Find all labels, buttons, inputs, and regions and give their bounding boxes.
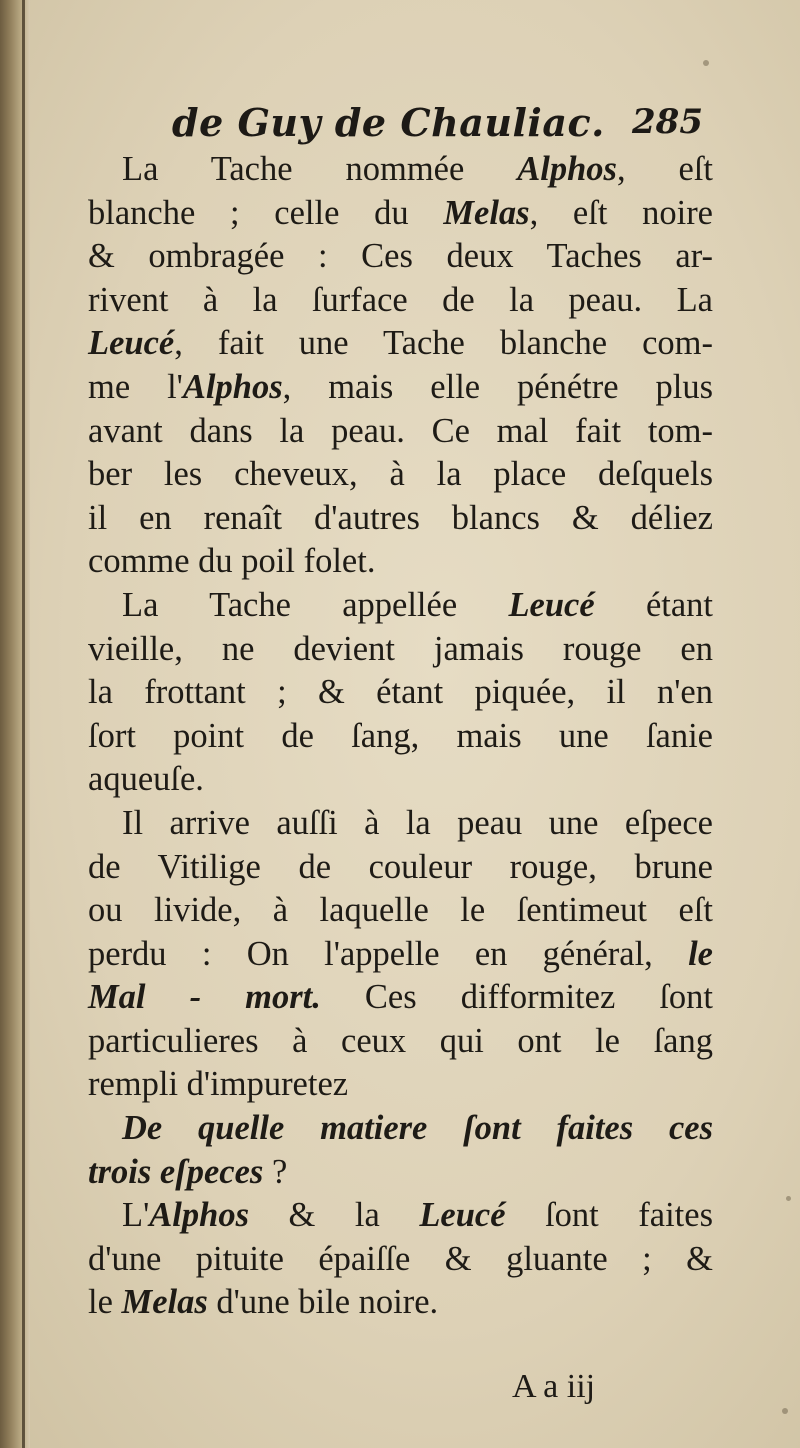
text-line xyxy=(88,628,713,672)
running-head-title: de Guy de Chauliac. xyxy=(172,100,605,145)
italic-term: De quelle matiere ſont faites ces xyxy=(122,1109,713,1148)
text-segment: d'une bile noire. xyxy=(207,1283,439,1322)
italic-term: Alphos xyxy=(149,1196,250,1235)
text-segment: ſort point de ſang, mais une ſanie xyxy=(88,716,713,755)
text-line xyxy=(88,846,713,890)
italic-term: le xyxy=(688,934,713,973)
text-segment: particulieres à ceux qui ont le ſang xyxy=(88,1021,713,1060)
text-segment: de Vitilige de couleur rouge, brune xyxy=(88,847,713,886)
text-segment: La Tache nommée xyxy=(122,150,518,188)
text-line xyxy=(88,889,713,933)
italic-term: Leucé xyxy=(88,324,175,363)
paper-speck xyxy=(703,60,709,66)
text-line xyxy=(88,1020,713,1064)
text-line xyxy=(88,715,713,759)
text-line xyxy=(88,1151,713,1195)
text-line xyxy=(88,235,713,279)
text-line xyxy=(88,322,713,366)
italic-term: Melas xyxy=(121,1283,208,1322)
text-segment: L' xyxy=(122,1196,150,1235)
text-segment: ber les cheveux, à la place deſquels xyxy=(88,455,713,494)
text-line xyxy=(88,192,713,236)
text-line xyxy=(88,758,713,802)
text-line xyxy=(88,497,713,541)
italic-term: Alphos xyxy=(182,367,283,406)
text-segment: le xyxy=(88,1283,122,1322)
text-line xyxy=(88,933,713,977)
italic-term: Leucé xyxy=(419,1196,506,1235)
text-segment: rempli d'impuretez xyxy=(88,1065,349,1104)
body-text xyxy=(88,148,713,1325)
binding-edge xyxy=(22,0,25,1448)
text-line xyxy=(88,410,713,454)
text-segment: & ombragée : Ces deux Taches ar- xyxy=(88,237,713,276)
italic-term: Leucé xyxy=(508,585,595,624)
text-line xyxy=(88,453,713,497)
text-line xyxy=(88,1063,713,1107)
text-line xyxy=(88,802,713,846)
text-line xyxy=(88,279,713,323)
page-number: 285 xyxy=(632,102,703,142)
text-line xyxy=(88,540,713,584)
text-segment: blanche ; celle du xyxy=(88,193,444,232)
text-segment: vieille, ne devient jamais rouge en xyxy=(88,629,713,668)
text-line xyxy=(88,1238,713,1282)
italic-term: Mal - mort. xyxy=(88,978,321,1017)
text-segment: & la xyxy=(249,1196,420,1235)
text-segment: Ces difformitez ſont xyxy=(320,978,713,1017)
text-segment: , eſt xyxy=(616,150,713,188)
text-segment: me l' xyxy=(88,367,183,406)
text-segment: d'une pituite épaiſſe & gluante ; & xyxy=(88,1239,713,1278)
text-line xyxy=(88,1281,713,1325)
text-segment: perdu : On l'appelle en général, xyxy=(88,934,689,973)
text-segment: la frottant ; & étant piquée, il n'en xyxy=(88,673,713,712)
book-binding xyxy=(0,0,30,1448)
text-segment: étant xyxy=(594,585,714,624)
text-line xyxy=(88,976,713,1020)
paper-speck xyxy=(782,1408,788,1414)
text-line xyxy=(88,366,713,410)
text-line xyxy=(88,671,713,715)
italic-term: Alphos xyxy=(517,150,617,188)
text-line xyxy=(88,1194,713,1238)
italic-term: Melas xyxy=(443,193,530,232)
text-segment: La Tache appellée xyxy=(122,585,509,624)
text-segment: , mais elle pénétre plus xyxy=(282,367,714,406)
text-segment: rivent à la ſurface de la peau. La xyxy=(88,280,713,319)
text-segment: , eſt noire xyxy=(529,193,714,232)
running-head xyxy=(0,100,800,152)
text-line xyxy=(88,148,713,192)
signature-mark: A a iij xyxy=(512,1368,596,1405)
text-segment: ſont faites xyxy=(505,1196,713,1235)
text-segment: , fait une Tache blanche com- xyxy=(174,324,713,363)
text-segment: ? xyxy=(263,1152,288,1191)
italic-term: trois eſpeces xyxy=(88,1152,264,1191)
text-line xyxy=(88,1107,713,1151)
text-segment: ou livide, à laquelle le ſentimeut eſt xyxy=(88,891,713,930)
text-line xyxy=(88,584,713,628)
text-segment: aqueuſe. xyxy=(88,760,204,799)
text-segment: Il arrive auſſi à la peau une eſpece xyxy=(122,803,713,842)
paper-speck xyxy=(786,1196,791,1201)
text-segment: comme du poil folet. xyxy=(88,542,376,581)
text-segment: il en renaît d'autres blancs & déliez xyxy=(88,498,713,537)
text-segment: avant dans la peau. Ce mal fait tom- xyxy=(88,411,713,450)
